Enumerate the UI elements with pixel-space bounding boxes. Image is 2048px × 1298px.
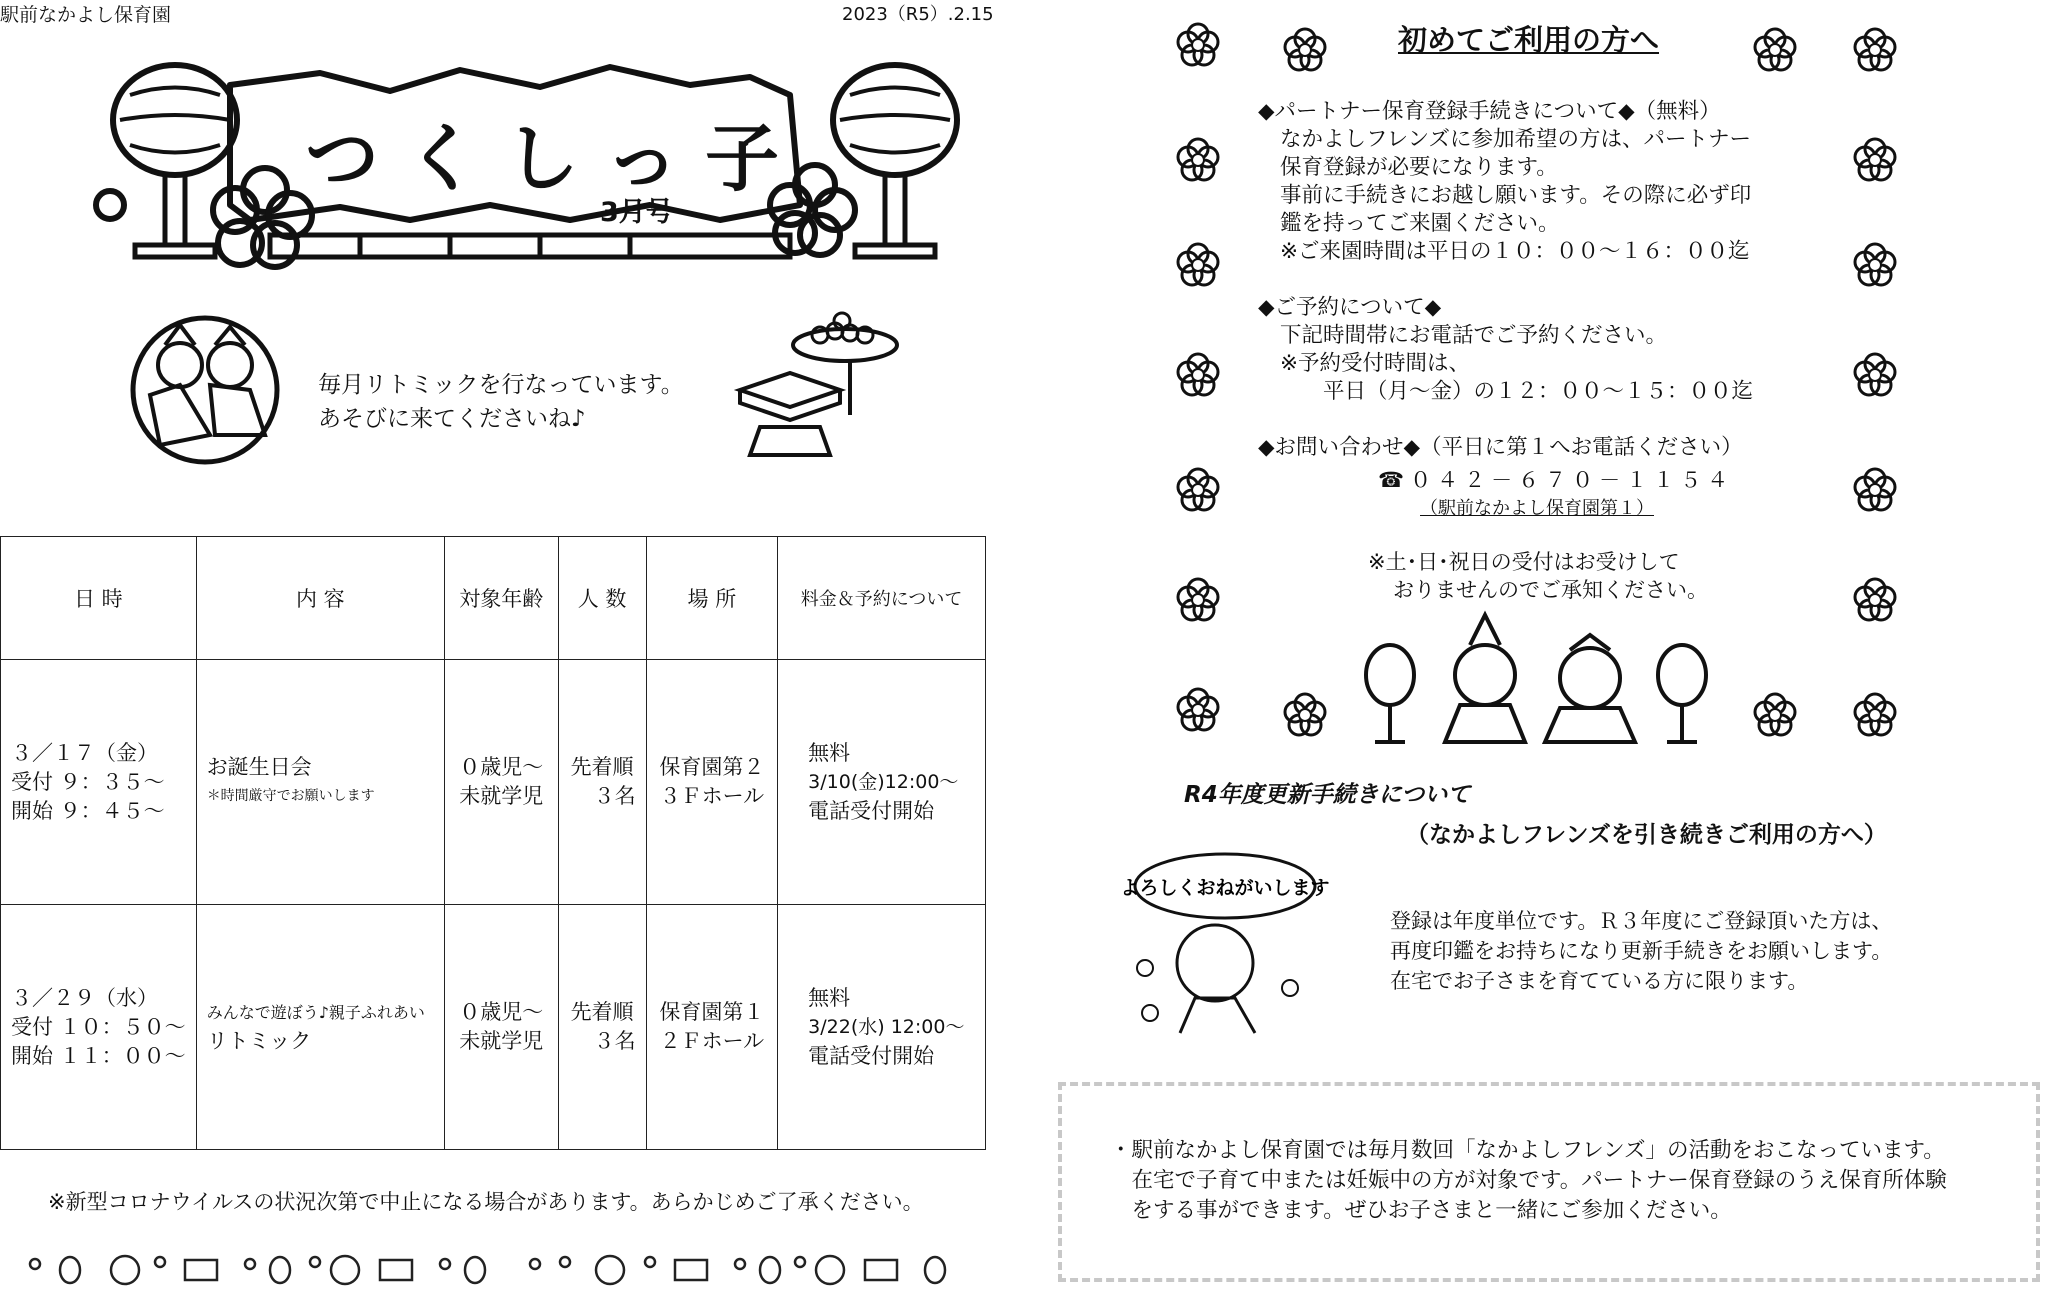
- friends-info-text: [1110, 1136, 1947, 1226]
- cell-age: [444, 660, 558, 905]
- renewal-line: 登録は年度単位です。Ｒ３年度にご登録頂いた方は、: [1390, 909, 1893, 933]
- partner-line: 事前に手続きにお越し願います。その際に必ず印: [1280, 183, 1752, 208]
- fee-line: 電話受付開始: [808, 1043, 935, 1068]
- capacity-line: ３名: [593, 784, 636, 808]
- reserve-line: 下記時間帯にお電話でご予約ください。: [1280, 323, 1668, 348]
- weekend-line: ※土･日･祝日の受付はお受けして: [1368, 550, 1680, 574]
- fee-line: 電話受付開始: [808, 798, 935, 823]
- phone-number[interactable]: ☎０４２－６７０－１１５４: [1378, 468, 1735, 492]
- renewal-body: [1390, 906, 1892, 996]
- covid-note: ※新型コロナウイルスの状況次第で中止になる場合があります。あらかじめご了承ください。: [48, 1190, 924, 1214]
- event-note: ＊時間厳守でお願いします: [206, 788, 375, 804]
- cell-fee: [778, 905, 986, 1150]
- cell-content: [196, 660, 444, 905]
- weekend-line: おりませんのでご承知ください。: [1393, 578, 1708, 602]
- reserve-line: 平日（月～金）の１２：００～１５：００迄: [1280, 379, 1754, 404]
- cell-place: [646, 660, 778, 905]
- header-fee: 料金＆予約について: [778, 537, 986, 660]
- friends-line: 在宅で子育て中または妊娠中の方が対象です。パートナー保育登録のうえ保育所体験: [1110, 1168, 1947, 1193]
- event-name: リトミック: [206, 1029, 312, 1053]
- header-place: 場 所: [646, 537, 778, 660]
- header-capacity: 人 数: [558, 537, 646, 660]
- hishimochi-illustration: [730, 315, 910, 460]
- phone-owner: （駅前なかよし保育園第１）: [1420, 498, 1654, 519]
- cell-content: [196, 905, 444, 1150]
- header-datetime: 日 時: [1, 537, 197, 660]
- capacity-line: 先着順: [570, 1000, 634, 1024]
- issue-date: 2023（R5）.2.15: [842, 4, 994, 25]
- fee-line: 無料: [808, 740, 851, 765]
- age-line: ０歳児～: [459, 1000, 544, 1024]
- first-time-title: 初めてご利用の方へ: [1398, 23, 1660, 57]
- friends-line: をする事ができます。ぜひお子さまと一緒にご参加ください。: [1110, 1198, 1732, 1223]
- first-time-info: [1258, 98, 1753, 462]
- weekend-note: [1368, 548, 1708, 604]
- greeting-girl-illustration: [1120, 848, 1335, 1038]
- renewal-title: R4年度更新手続きについて: [1184, 782, 1471, 808]
- bubble-text: よろしくおねがいします: [1120, 877, 1330, 899]
- partner-line: 鑑を持ってご来園ください。: [1280, 211, 1560, 236]
- place-line: ３Ｆホール: [659, 784, 765, 808]
- org-name: 駅前なかよし保育園: [0, 4, 172, 26]
- capacity-line: 先着順: [570, 755, 634, 779]
- place-line: 保育園第２: [659, 755, 765, 779]
- date-line: ３／１７（金）: [11, 740, 158, 765]
- start-line: 開始 １１：００～: [11, 1043, 186, 1068]
- cell-age: [444, 905, 558, 1150]
- contact-heading: ◆お問い合わせ◆（平日に第１へお電話ください）: [1258, 435, 1743, 460]
- date-line: ３／２９（水）: [11, 985, 158, 1010]
- cell-capacity: [558, 905, 646, 1150]
- fee-line: 無料: [808, 985, 851, 1010]
- hina-lantern-illustration: [1360, 610, 1710, 750]
- reserve-heading: ◆ご予約について◆: [1258, 295, 1442, 320]
- partner-heading: ◆パートナー保育登録手続きについて◆（無料）: [1258, 99, 1721, 124]
- partner-line: ※ご来園時間は平日の１０：００～１６：００迄: [1280, 239, 1750, 264]
- renewal-subtitle: （なかよしフレンズを引き続きご利用の方へ）: [1406, 822, 1887, 848]
- event-name: お誕生日会: [206, 755, 312, 779]
- age-line: ０歳児～: [459, 755, 544, 779]
- decorative-border-strip: [25, 1250, 955, 1290]
- intro-line-1: 毎月リトミックを行なっています。: [318, 372, 684, 398]
- intro-text: [318, 368, 684, 436]
- partner-line: なかよしフレンズに参加希望の方は、パートナー: [1280, 127, 1751, 152]
- header-age: 対象年齢: [444, 537, 558, 660]
- table-header-row: [1, 537, 986, 660]
- cell-place: [646, 905, 778, 1150]
- reception-line: 受付 １０：５０～: [11, 1014, 186, 1039]
- cell-datetime: [1, 660, 197, 905]
- start-line: 開始 ９：４５～: [11, 798, 165, 823]
- header-content: 内 容: [196, 537, 444, 660]
- hina-dolls-illustration: [120, 305, 300, 470]
- cell-datetime: [1, 905, 197, 1150]
- cell-fee: [778, 660, 986, 905]
- intro-line-2: あそびに来てくださいね♪: [318, 406, 586, 432]
- place-line: ２Ｆホール: [659, 1029, 765, 1053]
- renewal-line: 再度印鑑をお持ちになり更新手続きをお願いします。: [1390, 939, 1893, 963]
- table-row: [1, 660, 986, 905]
- reserve-line: ※予約受付時間は、: [1280, 351, 1471, 376]
- event-note: みんなで遊ぼう♪親子ふれあい: [206, 1003, 425, 1022]
- newsletter-title: つくしっ子: [305, 116, 805, 202]
- friends-line: ・駅前なかよし保育園では毎月数回「なかよしフレンズ」の活動をおこなっています。: [1110, 1138, 1945, 1163]
- fee-line: 3/22(水) 12:00～: [808, 1015, 965, 1038]
- issue-label: 3月号: [600, 197, 673, 228]
- cell-capacity: [558, 660, 646, 905]
- age-line: 未就学児: [459, 784, 544, 808]
- age-line: 未就学児: [459, 1029, 544, 1053]
- renewal-line: 在宅でお子さまを育てている方に限ります。: [1390, 969, 1809, 993]
- partner-line: 保育登録が必要になります。: [1280, 155, 1558, 180]
- schedule-table: [0, 536, 986, 1150]
- fee-line: 3/10(金)12:00～: [808, 770, 959, 793]
- place-line: 保育園第１: [659, 1000, 765, 1024]
- capacity-line: ３名: [593, 1029, 636, 1053]
- table-row: [1, 905, 986, 1150]
- reception-line: 受付 ９：３５～: [11, 769, 165, 794]
